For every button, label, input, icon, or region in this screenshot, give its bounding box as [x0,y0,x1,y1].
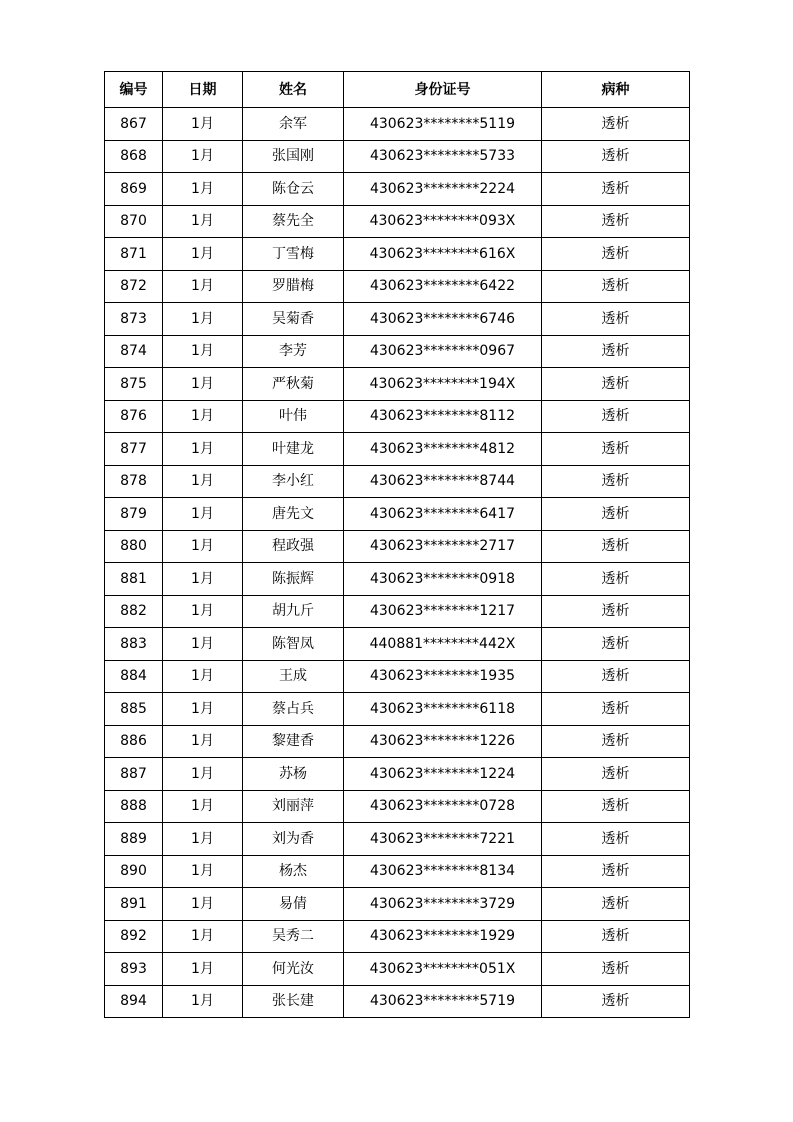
cell-name: 王成 [243,660,344,693]
cell-disease-type: 透析 [542,140,690,173]
cell-disease-type: 透析 [542,498,690,531]
table-row [105,888,690,921]
cell-id-number: 430623********3729 [344,888,542,921]
table-row [105,725,690,758]
cell-disease-type: 透析 [542,823,690,856]
cell-disease-type: 透析 [542,173,690,206]
cell-date: 1月 [163,790,243,823]
header-row [105,72,690,108]
table-row [105,173,690,206]
cell-name: 陈仓云 [243,173,344,206]
table-body [105,108,690,1018]
cell-disease-type: 透析 [542,790,690,823]
table-row [105,985,690,1018]
table-row [105,465,690,498]
cell-id-number: 430623********5119 [344,108,542,141]
cell-date: 1月 [163,140,243,173]
cell-date: 1月 [163,725,243,758]
cell-name: 刘丽萍 [243,790,344,823]
table-row [105,498,690,531]
cell-name: 严秋菊 [243,368,344,401]
cell-disease-type: 透析 [542,985,690,1018]
cell-id-number: 430623********5719 [344,985,542,1018]
cell-name: 罗腊梅 [243,270,344,303]
cell-number: 882 [105,595,163,628]
table-row [105,303,690,336]
header-disease-type: 病种 [542,72,690,108]
cell-disease-type: 透析 [542,303,690,336]
cell-name: 吴秀二 [243,920,344,953]
cell-name: 李芳 [243,335,344,368]
cell-date: 1月 [163,108,243,141]
cell-id-number: 430623********0728 [344,790,542,823]
header-name: 姓名 [243,72,344,108]
cell-disease-type: 透析 [542,465,690,498]
cell-id-number: 430623********1226 [344,725,542,758]
cell-id-number: 430623********2224 [344,173,542,206]
cell-date: 1月 [163,433,243,466]
cell-date: 1月 [163,368,243,401]
cell-disease-type: 透析 [542,855,690,888]
cell-name: 叶伟 [243,400,344,433]
header-id-number: 身份证号 [344,72,542,108]
cell-date: 1月 [163,693,243,726]
cell-date: 1月 [163,173,243,206]
cell-number: 870 [105,205,163,238]
cell-disease-type: 透析 [542,693,690,726]
cell-disease-type: 透析 [542,270,690,303]
cell-date: 1月 [163,465,243,498]
cell-name: 唐先文 [243,498,344,531]
cell-date: 1月 [163,985,243,1018]
table-row [105,855,690,888]
cell-id-number: 430623********5733 [344,140,542,173]
cell-name: 陈智凤 [243,628,344,661]
cell-number: 869 [105,173,163,206]
cell-name: 程政强 [243,530,344,563]
cell-number: 873 [105,303,163,336]
cell-id-number: 430623********6118 [344,693,542,726]
cell-disease-type: 透析 [542,108,690,141]
cell-date: 1月 [163,823,243,856]
header-date: 日期 [163,72,243,108]
cell-disease-type: 透析 [542,628,690,661]
cell-number: 877 [105,433,163,466]
cell-name: 余军 [243,108,344,141]
cell-name: 苏杨 [243,758,344,791]
table-row [105,693,690,726]
cell-name: 陈振辉 [243,563,344,596]
table-row [105,758,690,791]
cell-id-number: 430623********7221 [344,823,542,856]
cell-disease-type: 透析 [542,953,690,986]
cell-number: 880 [105,530,163,563]
cell-disease-type: 透析 [542,660,690,693]
table-row [105,823,690,856]
table-row [105,563,690,596]
cell-disease-type: 透析 [542,595,690,628]
cell-date: 1月 [163,270,243,303]
cell-name: 张长建 [243,985,344,1018]
cell-date: 1月 [163,335,243,368]
cell-number: 885 [105,693,163,726]
cell-name: 丁雪梅 [243,238,344,271]
cell-number: 891 [105,888,163,921]
cell-name: 易倩 [243,888,344,921]
cell-id-number: 430623********8112 [344,400,542,433]
cell-name: 何光汝 [243,953,344,986]
cell-name: 刘为香 [243,823,344,856]
table-row [105,530,690,563]
cell-number: 876 [105,400,163,433]
cell-date: 1月 [163,855,243,888]
cell-date: 1月 [163,238,243,271]
cell-date: 1月 [163,660,243,693]
table-row [105,270,690,303]
cell-disease-type: 透析 [542,205,690,238]
table-row [105,335,690,368]
cell-date: 1月 [163,920,243,953]
cell-name: 蔡先全 [243,205,344,238]
cell-disease-type: 透析 [542,725,690,758]
cell-disease-type: 透析 [542,433,690,466]
cell-date: 1月 [163,888,243,921]
cell-number: 890 [105,855,163,888]
cell-id-number: 430623********6422 [344,270,542,303]
cell-id-number: 430623********616X [344,238,542,271]
cell-number: 886 [105,725,163,758]
cell-id-number: 430623********093X [344,205,542,238]
cell-disease-type: 透析 [542,758,690,791]
cell-disease-type: 透析 [542,400,690,433]
cell-number: 888 [105,790,163,823]
table-row [105,790,690,823]
cell-id-number: 430623********194X [344,368,542,401]
cell-number: 881 [105,563,163,596]
cell-date: 1月 [163,530,243,563]
table-row [105,433,690,466]
table-row [105,108,690,141]
table-row [105,400,690,433]
cell-date: 1月 [163,563,243,596]
cell-id-number: 430623********8744 [344,465,542,498]
cell-id-number: 430623********8134 [344,855,542,888]
cell-number: 893 [105,953,163,986]
table-row [105,920,690,953]
table-row [105,628,690,661]
cell-number: 874 [105,335,163,368]
cell-id-number: 430623********1217 [344,595,542,628]
cell-number: 879 [105,498,163,531]
cell-number: 871 [105,238,163,271]
table-row [105,205,690,238]
table-row [105,595,690,628]
cell-disease-type: 透析 [542,563,690,596]
cell-name: 李小红 [243,465,344,498]
cell-date: 1月 [163,303,243,336]
cell-disease-type: 透析 [542,888,690,921]
cell-id-number: 430623********051X [344,953,542,986]
cell-id-number: 430623********1929 [344,920,542,953]
patient-roster-table [104,71,690,1018]
table-row [105,368,690,401]
cell-number: 875 [105,368,163,401]
cell-id-number: 430623********1224 [344,758,542,791]
cell-disease-type: 透析 [542,368,690,401]
cell-name: 张国刚 [243,140,344,173]
cell-number: 868 [105,140,163,173]
cell-disease-type: 透析 [542,920,690,953]
cell-id-number: 430623********6417 [344,498,542,531]
cell-date: 1月 [163,953,243,986]
cell-number: 867 [105,108,163,141]
cell-number: 884 [105,660,163,693]
cell-id-number: 430623********0918 [344,563,542,596]
table-row [105,238,690,271]
cell-number: 892 [105,920,163,953]
cell-date: 1月 [163,498,243,531]
cell-date: 1月 [163,758,243,791]
cell-id-number: 430623********4812 [344,433,542,466]
cell-date: 1月 [163,400,243,433]
cell-name: 胡九斤 [243,595,344,628]
table-header [105,72,690,108]
cell-name: 蔡占兵 [243,693,344,726]
table-row [105,953,690,986]
cell-disease-type: 透析 [542,530,690,563]
table-row [105,140,690,173]
cell-name: 叶建龙 [243,433,344,466]
cell-number: 878 [105,465,163,498]
cell-number: 883 [105,628,163,661]
cell-id-number: 430623********1935 [344,660,542,693]
cell-name: 黎建香 [243,725,344,758]
cell-id-number: 430623********6746 [344,303,542,336]
cell-id-number: 430623********2717 [344,530,542,563]
cell-date: 1月 [163,205,243,238]
cell-id-number: 440881********442X [344,628,542,661]
cell-name: 吴菊香 [243,303,344,336]
cell-name: 杨杰 [243,855,344,888]
cell-number: 894 [105,985,163,1018]
cell-number: 872 [105,270,163,303]
cell-date: 1月 [163,628,243,661]
cell-id-number: 430623********0967 [344,335,542,368]
cell-disease-type: 透析 [542,335,690,368]
cell-number: 887 [105,758,163,791]
table-row [105,660,690,693]
cell-number: 889 [105,823,163,856]
cell-date: 1月 [163,595,243,628]
cell-disease-type: 透析 [542,238,690,271]
header-number: 编号 [105,72,163,108]
